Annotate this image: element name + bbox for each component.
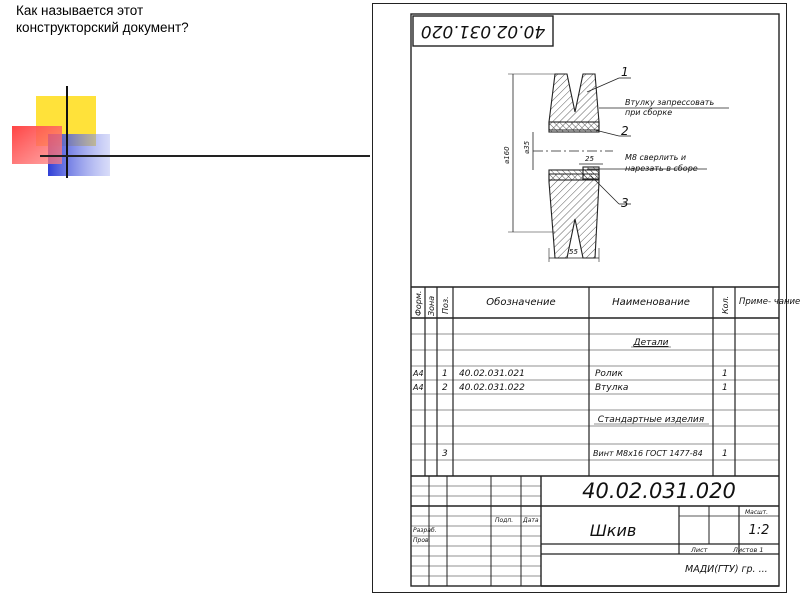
leader-pos-3: 3 bbox=[621, 196, 629, 210]
leader-pos-1: 1 bbox=[621, 65, 629, 79]
scale-value: 1:2 bbox=[748, 523, 770, 538]
row2-format: А4 bbox=[413, 383, 424, 392]
title-name: Шкив bbox=[589, 521, 637, 540]
drawing-sheet bbox=[372, 3, 800, 593]
decorative-graphic bbox=[0, 80, 380, 190]
label-podp: Подп. bbox=[495, 517, 514, 524]
dim-width: 55 bbox=[569, 248, 578, 256]
top-stamp-code: 40.02.031.020 bbox=[420, 21, 546, 41]
row3-pos: 3 bbox=[442, 449, 448, 459]
spec-table bbox=[411, 287, 779, 476]
note-drill-line-2: нарезать в сборе bbox=[625, 164, 698, 173]
row2-name: Втулка bbox=[595, 383, 629, 393]
title-document-code: 40.02.031.020 bbox=[582, 479, 736, 503]
header-designation: Обозначение bbox=[486, 297, 556, 308]
header-note: Приме- чание bbox=[739, 297, 800, 307]
row1-name: Ролик bbox=[595, 369, 623, 379]
label-prov: Пров. bbox=[413, 537, 431, 544]
dim-outer-diameter: ⌀160 bbox=[503, 146, 511, 164]
row1-format: А4 bbox=[413, 369, 424, 378]
deco-red-square bbox=[12, 126, 62, 164]
row2-pos: 2 bbox=[442, 383, 448, 393]
row3-name: Винт М8х16 ГОСТ 1477-84 bbox=[593, 449, 703, 458]
row3-qty: 1 bbox=[722, 449, 728, 459]
header-zone: Зона bbox=[427, 295, 436, 316]
question-line-2: конструкторский документ? bbox=[16, 20, 189, 35]
label-listov: Листов 1 bbox=[733, 546, 764, 554]
label-masht: Масшт. bbox=[745, 509, 769, 516]
leader-pos-2: 2 bbox=[621, 124, 629, 138]
dim-depth: 25 bbox=[585, 155, 594, 163]
label-list: Лист bbox=[691, 546, 708, 554]
bushing-upper bbox=[549, 122, 599, 132]
question-text bbox=[16, 2, 316, 36]
label-razrab: Разраб. bbox=[413, 527, 437, 534]
header-qty: Кол. bbox=[721, 295, 730, 314]
note-press-line-2: при сборке bbox=[625, 108, 673, 117]
question-line-1: Как называется этот bbox=[16, 3, 144, 18]
note-drill-line-1: М8 сверлить и bbox=[625, 153, 687, 162]
row1-qty: 1 bbox=[722, 369, 728, 379]
row1-designation: 40.02.031.021 bbox=[459, 369, 525, 379]
pulley-section-view bbox=[508, 74, 613, 262]
row1-pos: 1 bbox=[442, 369, 448, 379]
section-parts: Детали bbox=[633, 338, 669, 348]
rim-lower bbox=[549, 174, 599, 258]
label-data: Дата bbox=[523, 517, 539, 524]
row2-designation: 40.02.031.022 bbox=[459, 383, 525, 393]
dim-bore-diameter: ⌀35 bbox=[523, 140, 531, 154]
header-pos: Поз. bbox=[441, 296, 450, 314]
row2-qty: 1 bbox=[722, 383, 728, 393]
drawing-svg bbox=[373, 4, 800, 594]
note-press-line-1: Втулку запрессовать bbox=[625, 98, 715, 107]
organization: МАДИ(ГТУ) гр. ... bbox=[685, 564, 768, 575]
header-format: Форм. bbox=[414, 290, 423, 316]
header-name: Наименование bbox=[612, 297, 690, 308]
section-standard: Стандартные изделия bbox=[597, 415, 705, 425]
